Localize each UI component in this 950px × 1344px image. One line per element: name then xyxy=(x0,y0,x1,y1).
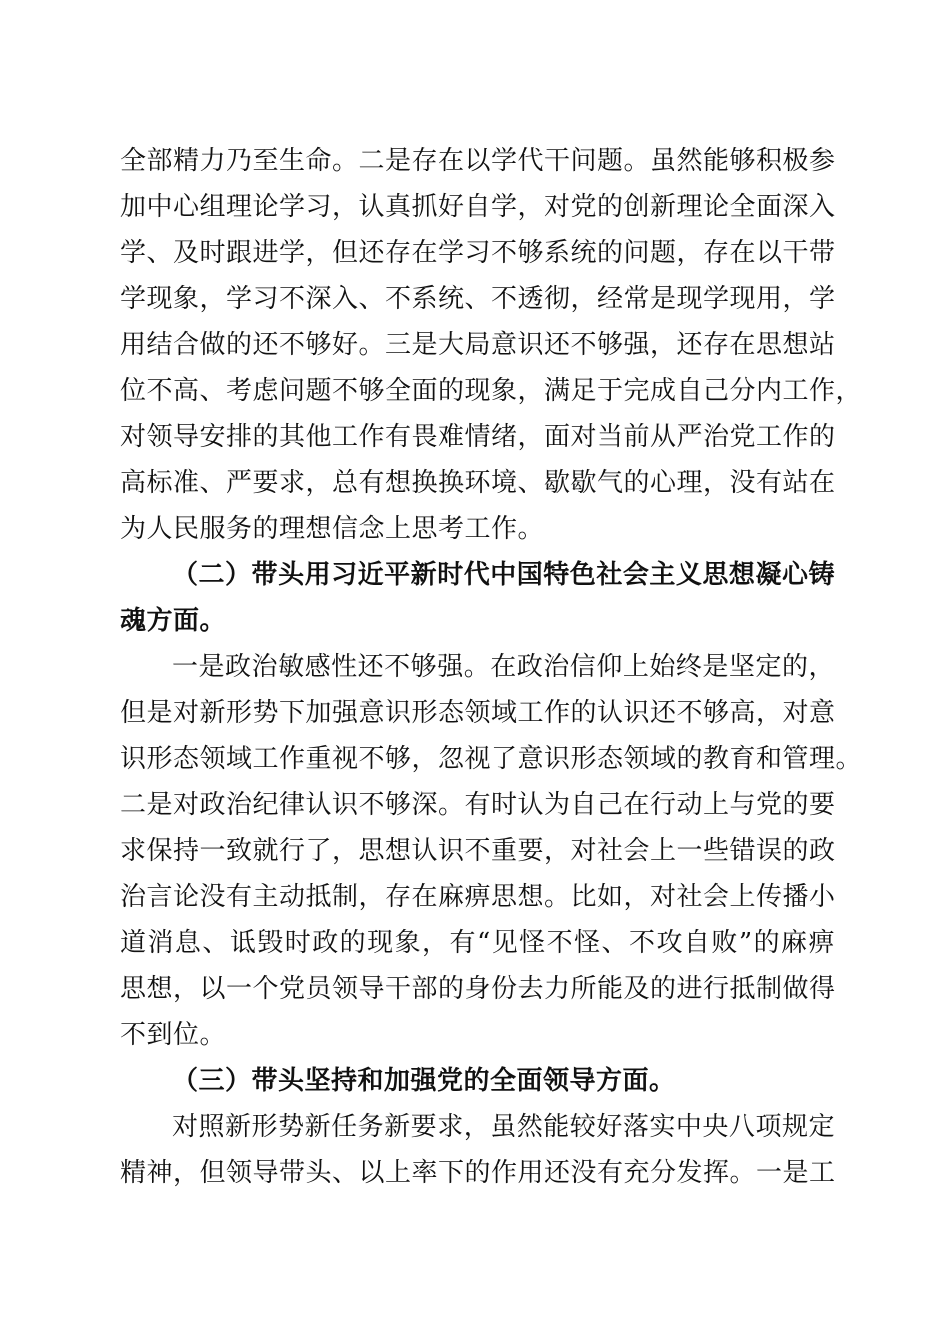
text-line: 对领导安排的其他工作有畏难情绪，面对当前从严治党工作的 xyxy=(120,422,836,452)
text-line: 治言论没有主动抵制，存在麻痹思想。比如，对社会上传播小 xyxy=(120,882,836,912)
section-heading-3: （三）带头坚持和加强党的全面领导方面。 xyxy=(172,1066,676,1096)
text-line: 思想，以一个党员领导干部的身份去力所能及的进行抵制做得 xyxy=(120,974,836,1004)
text-line: 学、及时跟进学，但还存在学习不够系统的问题，存在以干带 xyxy=(120,238,836,268)
text-line: 学现象，学习不深入、不系统、不透彻，经常是现学现用，学 xyxy=(120,284,836,314)
text-line: 加中心组理论学习，认真抓好自学，对党的创新理论全面深入 xyxy=(120,192,836,222)
text-line: 不到位。 xyxy=(120,1020,227,1050)
text-line: 识形态领域工作重视不够，忽视了意识形态领域的教育和管理。 xyxy=(120,744,863,774)
text-line: 道消息、诋毁时政的现象，有“见怪不怪、不攻自败”的麻痹 xyxy=(120,928,835,958)
text-line: 二是对政治纪律认识不够深。有时认为自己在行动上与党的要 xyxy=(120,790,836,820)
text-line: 位不高、考虑问题不够全面的现象，满足于完成自己分内工作， xyxy=(120,376,863,406)
document-body xyxy=(120,138,863,1196)
text-line: 对照新形势新任务新要求，虽然能较好落实中央八项规定 xyxy=(172,1112,835,1142)
text-line: 求保持一致就行了，思想认识不重要，对社会上一些错误的政 xyxy=(120,836,836,866)
text-line: 高标准、严要求，总有想换换环境、歇歇气的心理，没有站在 xyxy=(120,468,836,498)
section-heading-2-cont: 魂方面。 xyxy=(120,606,227,636)
text-line: 精神，但领导带头、以上率下的作用还没有充分发挥。一是工 xyxy=(120,1158,836,1188)
text-line: 一是政治敏感性还不够强。在政治信仰上始终是坚定的， xyxy=(172,652,835,682)
text-line: 但是对新形势下加强意识形态领域工作的认识还不够高，对意 xyxy=(120,698,836,728)
text-line: 全部精力乃至生命。二是存在以学代干问题。虽然能够积极参 xyxy=(120,146,836,176)
section-heading-2: （二）带头用习近平新时代中国特色社会主义思想凝心铸 xyxy=(172,560,835,590)
text-line: 用结合做的还不够好。三是大局意识还不够强，还存在思想站 xyxy=(120,330,836,360)
text-line: 为人民服务的理想信念上思考工作。 xyxy=(120,514,545,544)
